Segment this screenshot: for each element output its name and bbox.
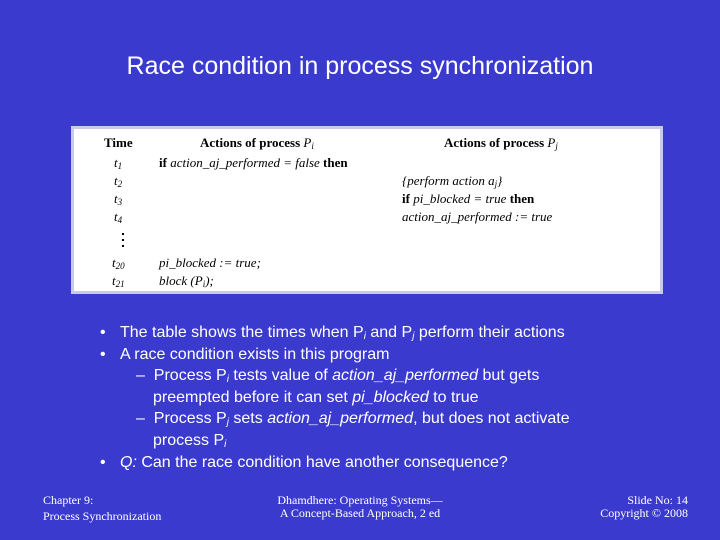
sub-bullet-1-cont: preempted before it can set pi_blocked to true [153,388,479,406]
actions-table [71,126,663,294]
pi-row-t20: pi_blocked := true; [159,255,261,270]
slide-title: Race condition in process synchronization [126,52,594,80]
time-t3: $t_3$ [114,191,123,207]
footer-slide-number: Slide No: 14 Copyright © 2008 [600,493,688,520]
vertical-ellipsis [119,233,127,251]
bullet-3: • Q: Can the race condition have another consequence? [100,454,508,471]
footer-chapter: Chapter 9: Process Synchronization [43,493,162,523]
header-pj: Actions of process $P_j$ [444,135,558,151]
header-time: Time [104,135,133,150]
pj-row-t3: if pi_blocked = true then [402,191,535,206]
pj-row-t2: {perform action $a_j$} [402,173,503,189]
time-t4: $t_4$ [114,209,123,225]
time-t1: $t_1$ [114,155,123,171]
header-pi: Actions of process $P_i$ [200,135,314,151]
bullet-1: • The table shows the times when $P_i$ and $P_j$ perform their actions [100,324,565,342]
time-t20: $t_{20}$ [112,255,125,271]
time-t21: $t_{21}$ [112,273,125,289]
time-t2: $t_2$ [114,173,123,189]
sub-bullet-1: – Process $P_i$ tests value of action_aj_performed but gets [136,367,540,385]
pi-row-t1: if action_aj_performed = false then [159,155,348,170]
footer-book: Dhamdhere: Operating Systems— A Concept-Based Approach, 2 ed [277,493,443,520]
bullet-2: • A race condition exists in this program [100,345,390,363]
sub-bullet-2-cont: process $P_i$ [153,431,227,450]
pj-row-t4: action_aj_performed := true [402,209,553,224]
sub-bullet-2: – Process $P_j$ sets action_aj_performed, but does not activate [136,410,570,428]
pi-row-t21: block $(P_i)$; [159,273,214,289]
